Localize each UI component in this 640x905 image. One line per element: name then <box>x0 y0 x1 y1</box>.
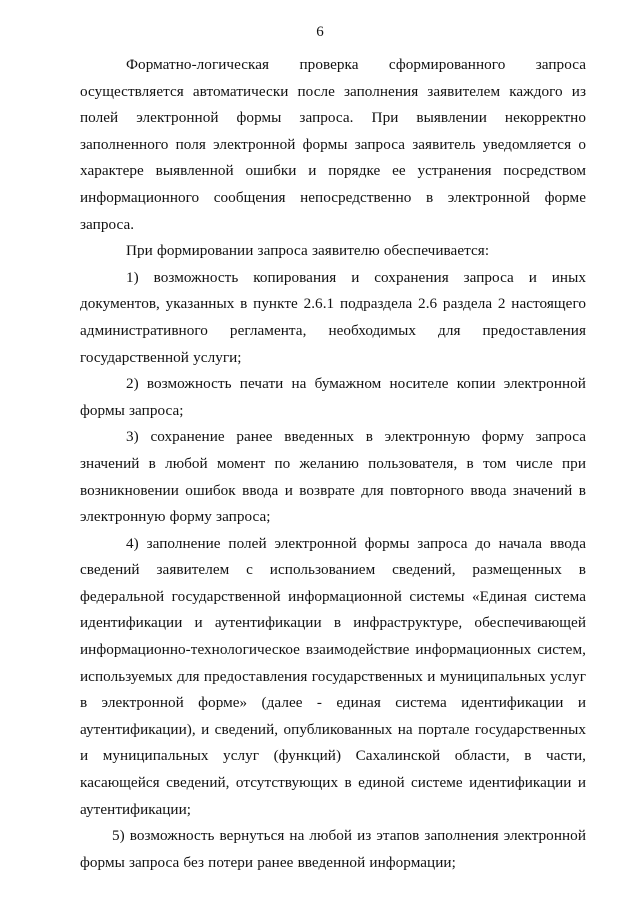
paragraph-format-check: Форматно-логическая проверка сформированного запроса осуществляется автоматически после заполнения заявителем каждого из полей электронной формы запроса. При выявлении некорректно заполненного поля электронной формы запроса заявитель уведомляется о характере выявленной ошибки и порядке ее устранения посредством информационного сообщения непосредственно в электронной форме запроса. <box>80 56 586 233</box>
document-body <box>80 52 586 876</box>
paragraph-request-provides: При формировании запроса заявителю обеспечивается: <box>126 242 490 260</box>
list-item-4-prefill: 4) заполнение полей электронной формы запроса до начала ввода сведений заявителем с использованием сведений, размещенных в федеральной государственной информационной системы «Единая система идентификации и аутентификации в инфраструктуре, обеспечивающей информационно-технологическое взаимодействие информационных систем, используемых для предоставления государственных и муниципальных услуг в электронной форме» (далее - единая система идентификации и аутентификации), и сведений, опубликованных на портале государственных и муниципальных услуг (функций) Сахалинской области, в части, касающейся сведений, отсутствующих в единой системе идентификации и аутентификации; <box>80 534 586 818</box>
list-item-1-copy-save: 1) возможность копирования и сохранения запроса и иных документов, указанных в пункте 2.6.1 подраздела 2.6 раздела 2 настоящего административного регламента, необходимых для предоставления государственной услуги; <box>80 268 586 366</box>
list-item-2-print: 2) возможность печати на бумажном носителе копии электронной формы запроса; <box>80 375 586 419</box>
page-number: 6 <box>316 24 324 40</box>
list-item-3-save-values: 3) сохранение ранее введенных в электронную форму запроса значений в любой момент по желанию пользователя, в том числе при возникновении ошибок ввода и возврате для повторного ввода значений в электронную форму запроса; <box>80 428 586 526</box>
list-item-5-return: 5) возможность вернуться на любой из этапов заполнения электронной формы запроса без потери ранее введенной информации; <box>80 827 586 871</box>
